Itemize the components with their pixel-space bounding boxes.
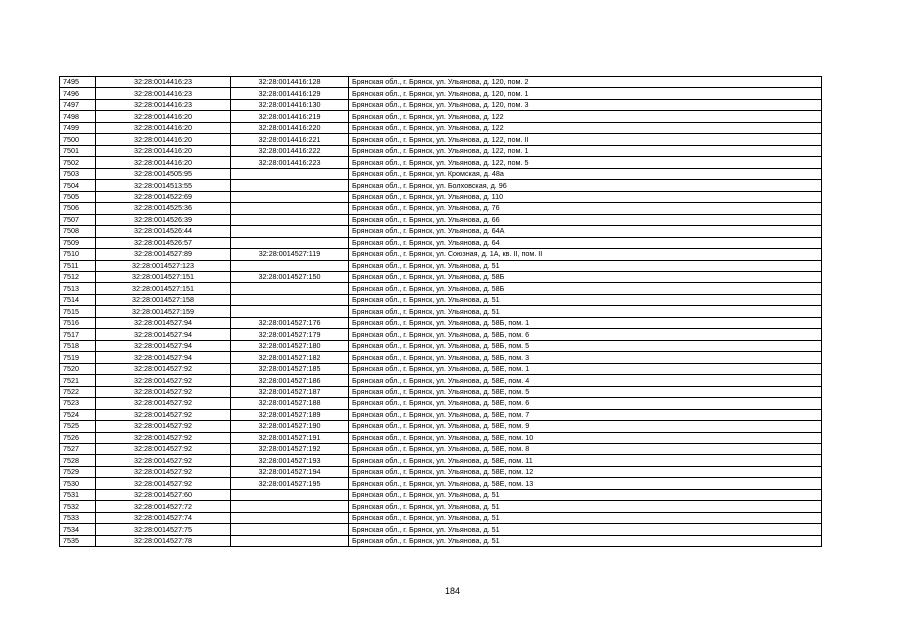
object-cadastral-number-cell: 32:28:0014527:150: [231, 271, 349, 282]
row-number-cell: 7517: [60, 329, 96, 340]
page-number: 184: [444, 586, 461, 596]
land-cadastral-number-cell: 32:28:0014527:92: [96, 363, 231, 374]
land-cadastral-number-cell: 32:28:0014527:92: [96, 432, 231, 443]
object-cadastral-number-cell: [231, 260, 349, 271]
row-number-cell: 7502: [60, 157, 96, 168]
table-row: [60, 168, 822, 179]
table-row: [60, 191, 822, 202]
address-cell: Брянская обл., г. Брянск, ул. Ульянова, д. 51: [349, 501, 822, 512]
address-cell: Брянская обл., г. Брянск, ул. Ульянова, д. 64А: [349, 226, 822, 237]
register-table-body: [60, 77, 822, 547]
row-number-cell: 7504: [60, 180, 96, 191]
land-cadastral-number-cell: 32:28:0014527:94: [96, 340, 231, 351]
row-number-cell: 7525: [60, 421, 96, 432]
table-row: [60, 88, 822, 99]
address-cell: Брянская обл., г. Брянск, ул. Ульянова, д. 120, пом. 1: [349, 88, 822, 99]
table-row: [60, 134, 822, 145]
table-row: [60, 77, 822, 88]
row-number-cell: 7531: [60, 489, 96, 500]
row-number-cell: 7514: [60, 294, 96, 305]
land-cadastral-number-cell: 32:28:0014526:44: [96, 226, 231, 237]
row-number-cell: 7533: [60, 512, 96, 523]
address-cell: Брянская обл., г. Брянск, ул. Ульянова, д. 122, пом. 5: [349, 157, 822, 168]
address-cell: Брянская обл., г. Брянск, ул. Ульянова, д. 58Б, пом. 3: [349, 352, 822, 363]
land-cadastral-number-cell: 32:28:0014505:95: [96, 168, 231, 179]
table-row: [60, 432, 822, 443]
table-row: [60, 145, 822, 156]
object-cadastral-number-cell: 32:28:0014527:187: [231, 386, 349, 397]
object-cadastral-number-cell: [231, 501, 349, 512]
table-row: [60, 489, 822, 500]
address-cell: Брянская обл., г. Брянск, ул. Ульянова, д. 122: [349, 111, 822, 122]
table-row: [60, 501, 822, 512]
address-cell: Брянская обл., г. Брянск, ул. Ульянова, д. 58Б, пом. 5: [349, 340, 822, 351]
address-cell: Брянская обл., г. Брянск, ул. Кромская, д. 48а: [349, 168, 822, 179]
land-cadastral-number-cell: 32:28:0014522:69: [96, 191, 231, 202]
address-cell: Брянская обл., г. Брянск, ул. Ульянова, д. 58Е, пом. 4: [349, 375, 822, 386]
address-cell: Брянская обл., г. Брянск, ул. Ульянова, д. 58Б: [349, 271, 822, 282]
row-number-cell: 7535: [60, 535, 96, 546]
land-cadastral-number-cell: 32:28:0014513:55: [96, 180, 231, 191]
table-row: [60, 409, 822, 420]
address-cell: Брянская обл., г. Брянск, ул. Ульянова, д. 51: [349, 489, 822, 500]
object-cadastral-number-cell: [231, 180, 349, 191]
row-number-cell: 7522: [60, 386, 96, 397]
object-cadastral-number-cell: 32:28:0014527:192: [231, 444, 349, 455]
row-number-cell: 7528: [60, 455, 96, 466]
land-cadastral-number-cell: 32:28:0014527:92: [96, 421, 231, 432]
table-row: [60, 306, 822, 317]
row-number-cell: 7506: [60, 203, 96, 214]
table-row: [60, 421, 822, 432]
table-row: [60, 352, 822, 363]
land-cadastral-number-cell: 32:28:0014527:92: [96, 455, 231, 466]
table-row: [60, 180, 822, 191]
address-cell: Брянская обл., г. Брянск, ул. Ульянова, д. 51: [349, 306, 822, 317]
row-number-cell: 7509: [60, 237, 96, 248]
land-cadastral-number-cell: 32:28:0014527:75: [96, 524, 231, 535]
row-number-cell: 7495: [60, 77, 96, 88]
table-row: [60, 375, 822, 386]
row-number-cell: 7507: [60, 214, 96, 225]
table-row: [60, 444, 822, 455]
object-cadastral-number-cell: 32:28:0014527:190: [231, 421, 349, 432]
row-number-cell: 7515: [60, 306, 96, 317]
row-number-cell: 7512: [60, 271, 96, 282]
table-row: [60, 294, 822, 305]
row-number-cell: 7516: [60, 317, 96, 328]
address-cell: Брянская обл., г. Брянск, ул. Ульянова, д. 58Е, пом. 10: [349, 432, 822, 443]
row-number-cell: 7520: [60, 363, 96, 374]
object-cadastral-number-cell: [231, 294, 349, 305]
land-cadastral-number-cell: 32:28:0014527:92: [96, 444, 231, 455]
land-cadastral-number-cell: 32:28:0014527:158: [96, 294, 231, 305]
land-cadastral-number-cell: 32:28:0014416:20: [96, 157, 231, 168]
object-cadastral-number-cell: 32:28:0014527:185: [231, 363, 349, 374]
row-number-cell: 7518: [60, 340, 96, 351]
land-cadastral-number-cell: 32:28:0014527:94: [96, 317, 231, 328]
object-cadastral-number-cell: [231, 226, 349, 237]
land-cadastral-number-cell: 32:28:0014527:92: [96, 386, 231, 397]
address-cell: Брянская обл., г. Брянск, ул. Ульянова, д. 66: [349, 214, 822, 225]
address-cell: Брянская обл., г. Брянск, ул. Ульянова, д. 122: [349, 122, 822, 133]
address-cell: Брянская обл., г. Брянск, ул. Ульянова, д. 64: [349, 237, 822, 248]
object-cadastral-number-cell: [231, 283, 349, 294]
land-cadastral-number-cell: 32:28:0014416:23: [96, 77, 231, 88]
row-number-cell: 7521: [60, 375, 96, 386]
land-cadastral-number-cell: 32:28:0014525:36: [96, 203, 231, 214]
object-cadastral-number-cell: 32:28:0014416:220: [231, 122, 349, 133]
land-cadastral-number-cell: 32:28:0014527:92: [96, 409, 231, 420]
land-cadastral-number-cell: 32:28:0014527:92: [96, 375, 231, 386]
object-cadastral-number-cell: 32:28:0014527:186: [231, 375, 349, 386]
table-row: [60, 122, 822, 133]
address-cell: Брянская обл., г. Брянск, ул. Ульянова, д. 120, пом. 3: [349, 99, 822, 110]
land-cadastral-number-cell: 32:28:0014527:72: [96, 501, 231, 512]
object-cadastral-number-cell: 32:28:0014416:130: [231, 99, 349, 110]
land-cadastral-number-cell: 32:28:0014416:20: [96, 145, 231, 156]
table-row: [60, 455, 822, 466]
land-cadastral-number-cell: 32:28:0014527:94: [96, 352, 231, 363]
table-row: [60, 512, 822, 523]
address-cell: Брянская обл., г. Брянск, ул. Ульянова, д. 58Б, пом. 6: [349, 329, 822, 340]
land-cadastral-number-cell: 32:28:0014416:20: [96, 122, 231, 133]
object-cadastral-number-cell: 32:28:0014527:189: [231, 409, 349, 420]
address-cell: Брянская обл., г. Брянск, ул. Союзная, д. 1А, кв. II, пом. II: [349, 249, 822, 260]
object-cadastral-number-cell: 32:28:0014527:195: [231, 478, 349, 489]
object-cadastral-number-cell: 32:28:0014416:128: [231, 77, 349, 88]
land-cadastral-number-cell: 32:28:0014527:92: [96, 478, 231, 489]
table-row: [60, 478, 822, 489]
table-row: [60, 226, 822, 237]
row-number-cell: 7508: [60, 226, 96, 237]
object-cadastral-number-cell: 32:28:0014527:188: [231, 398, 349, 409]
row-number-cell: 7497: [60, 99, 96, 110]
row-number-cell: 7500: [60, 134, 96, 145]
object-cadastral-number-cell: [231, 203, 349, 214]
object-cadastral-number-cell: 32:28:0014416:219: [231, 111, 349, 122]
row-number-cell: 7529: [60, 466, 96, 477]
address-cell: Брянская обл., г. Брянск, ул. Ульянова, д. 58Б: [349, 283, 822, 294]
object-cadastral-number-cell: [231, 535, 349, 546]
object-cadastral-number-cell: 32:28:0014416:221: [231, 134, 349, 145]
row-number-cell: 7519: [60, 352, 96, 363]
row-number-cell: 7526: [60, 432, 96, 443]
row-number-cell: 7496: [60, 88, 96, 99]
object-cadastral-number-cell: [231, 512, 349, 523]
row-number-cell: 7498: [60, 111, 96, 122]
address-cell: Брянская обл., г. Брянск, ул. Ульянова, д. 58Е, пом. 11: [349, 455, 822, 466]
table-row: [60, 317, 822, 328]
object-cadastral-number-cell: 32:28:0014527:119: [231, 249, 349, 260]
address-cell: Брянская обл., г. Брянск, ул. Ульянова, д. 58Е, пом. 9: [349, 421, 822, 432]
property-register-table: [59, 76, 822, 547]
object-cadastral-number-cell: 32:28:0014527:193: [231, 455, 349, 466]
row-number-cell: 7499: [60, 122, 96, 133]
object-cadastral-number-cell: [231, 168, 349, 179]
table-row: [60, 535, 822, 546]
object-cadastral-number-cell: [231, 191, 349, 202]
table-row: [60, 214, 822, 225]
land-cadastral-number-cell: 32:28:0014526:39: [96, 214, 231, 225]
object-cadastral-number-cell: 32:28:0014416:129: [231, 88, 349, 99]
address-cell: Брянская обл., г. Брянск, ул. Ульянова, д. 51: [349, 524, 822, 535]
table-row: [60, 363, 822, 374]
table-row: [60, 283, 822, 294]
address-cell: Брянская обл., г. Брянск, ул. Ульянова, д. 58Е, пом. 7: [349, 409, 822, 420]
address-cell: Брянская обл., г. Брянск, ул. Ульянова, д. 58Е, пом. 6: [349, 398, 822, 409]
land-cadastral-number-cell: 32:28:0014527:92: [96, 466, 231, 477]
address-cell: Брянская обл., г. Брянск, ул. Ульянова, д. 51: [349, 260, 822, 271]
land-cadastral-number-cell: 32:28:0014527:151: [96, 283, 231, 294]
land-cadastral-number-cell: 32:28:0014416:20: [96, 134, 231, 145]
land-cadastral-number-cell: 32:28:0014416:23: [96, 88, 231, 99]
table-row: [60, 260, 822, 271]
address-cell: Брянская обл., г. Брянск, ул. Ульянова, д. 120, пом. 2: [349, 77, 822, 88]
land-cadastral-number-cell: 32:28:0014527:151: [96, 271, 231, 282]
row-number-cell: 7523: [60, 398, 96, 409]
address-cell: Брянская обл., г. Брянск, ул. Ульянова, д. 58Е, пом. 8: [349, 444, 822, 455]
table-row: [60, 157, 822, 168]
land-cadastral-number-cell: 32:28:0014527:60: [96, 489, 231, 500]
object-cadastral-number-cell: 32:28:0014527:176: [231, 317, 349, 328]
address-cell: Брянская обл., г. Брянск, ул. Ульянова, д. 58Е, пом. 5: [349, 386, 822, 397]
land-cadastral-number-cell: 32:28:0014416:20: [96, 111, 231, 122]
object-cadastral-number-cell: 32:28:0014416:223: [231, 157, 349, 168]
table-row: [60, 271, 822, 282]
address-cell: Брянская обл., г. Брянск, ул. Ульянова, д. 76: [349, 203, 822, 214]
object-cadastral-number-cell: [231, 489, 349, 500]
object-cadastral-number-cell: 32:28:0014527:194: [231, 466, 349, 477]
address-cell: Брянская обл., г. Брянск, ул. Ульянова, д. 58Б, пом. 1: [349, 317, 822, 328]
land-cadastral-number-cell: 32:28:0014526:57: [96, 237, 231, 248]
address-cell: Брянская обл., г. Брянск, ул. Болховская, д. 96: [349, 180, 822, 191]
land-cadastral-number-cell: 32:28:0014527:78: [96, 535, 231, 546]
address-cell: Брянская обл., г. Брянск, ул. Ульянова, д. 58Е, пом. 13: [349, 478, 822, 489]
object-cadastral-number-cell: [231, 237, 349, 248]
row-number-cell: 7511: [60, 260, 96, 271]
address-cell: Брянская обл., г. Брянск, ул. Ульянова, д. 110: [349, 191, 822, 202]
land-cadastral-number-cell: 32:28:0014527:123: [96, 260, 231, 271]
row-number-cell: 7503: [60, 168, 96, 179]
address-cell: Брянская обл., г. Брянск, ул. Ульянова, д. 122, пом. II: [349, 134, 822, 145]
object-cadastral-number-cell: 32:28:0014527:180: [231, 340, 349, 351]
table-row: [60, 237, 822, 248]
table-row: [60, 524, 822, 535]
land-cadastral-number-cell: 32:28:0014527:74: [96, 512, 231, 523]
row-number-cell: 7510: [60, 249, 96, 260]
address-cell: Брянская обл., г. Брянск, ул. Ульянова, д. 51: [349, 512, 822, 523]
address-cell: Брянская обл., г. Брянск, ул. Ульянова, д. 51: [349, 294, 822, 305]
table-row: [60, 466, 822, 477]
row-number-cell: 7530: [60, 478, 96, 489]
row-number-cell: 7532: [60, 501, 96, 512]
object-cadastral-number-cell: 32:28:0014527:179: [231, 329, 349, 340]
land-cadastral-number-cell: 32:28:0014527:94: [96, 329, 231, 340]
address-cell: Брянская обл., г. Брянск, ул. Ульянова, д. 51: [349, 535, 822, 546]
row-number-cell: 7524: [60, 409, 96, 420]
address-cell: Брянская обл., г. Брянск, ул. Ульянова, д. 58Е, пом. 1: [349, 363, 822, 374]
land-cadastral-number-cell: 32:28:0014527:159: [96, 306, 231, 317]
table-row: [60, 111, 822, 122]
row-number-cell: 7527: [60, 444, 96, 455]
row-number-cell: 7513: [60, 283, 96, 294]
table-row: [60, 398, 822, 409]
object-cadastral-number-cell: [231, 524, 349, 535]
table-row: [60, 249, 822, 260]
land-cadastral-number-cell: 32:28:0014527:92: [96, 398, 231, 409]
table-row: [60, 340, 822, 351]
table-row: [60, 203, 822, 214]
row-number-cell: 7534: [60, 524, 96, 535]
object-cadastral-number-cell: 32:28:0014416:222: [231, 145, 349, 156]
land-cadastral-number-cell: 32:28:0014527:89: [96, 249, 231, 260]
object-cadastral-number-cell: 32:28:0014527:191: [231, 432, 349, 443]
table-row: [60, 386, 822, 397]
row-number-cell: 7505: [60, 191, 96, 202]
object-cadastral-number-cell: [231, 214, 349, 225]
object-cadastral-number-cell: [231, 306, 349, 317]
land-cadastral-number-cell: 32:28:0014416:23: [96, 99, 231, 110]
address-cell: Брянская обл., г. Брянск, ул. Ульянова, д. 58Е, пом. 12: [349, 466, 822, 477]
row-number-cell: 7501: [60, 145, 96, 156]
address-cell: Брянская обл., г. Брянск, ул. Ульянова, д. 122, пом. 1: [349, 145, 822, 156]
object-cadastral-number-cell: 32:28:0014527:182: [231, 352, 349, 363]
table-row: [60, 99, 822, 110]
table-row: [60, 329, 822, 340]
